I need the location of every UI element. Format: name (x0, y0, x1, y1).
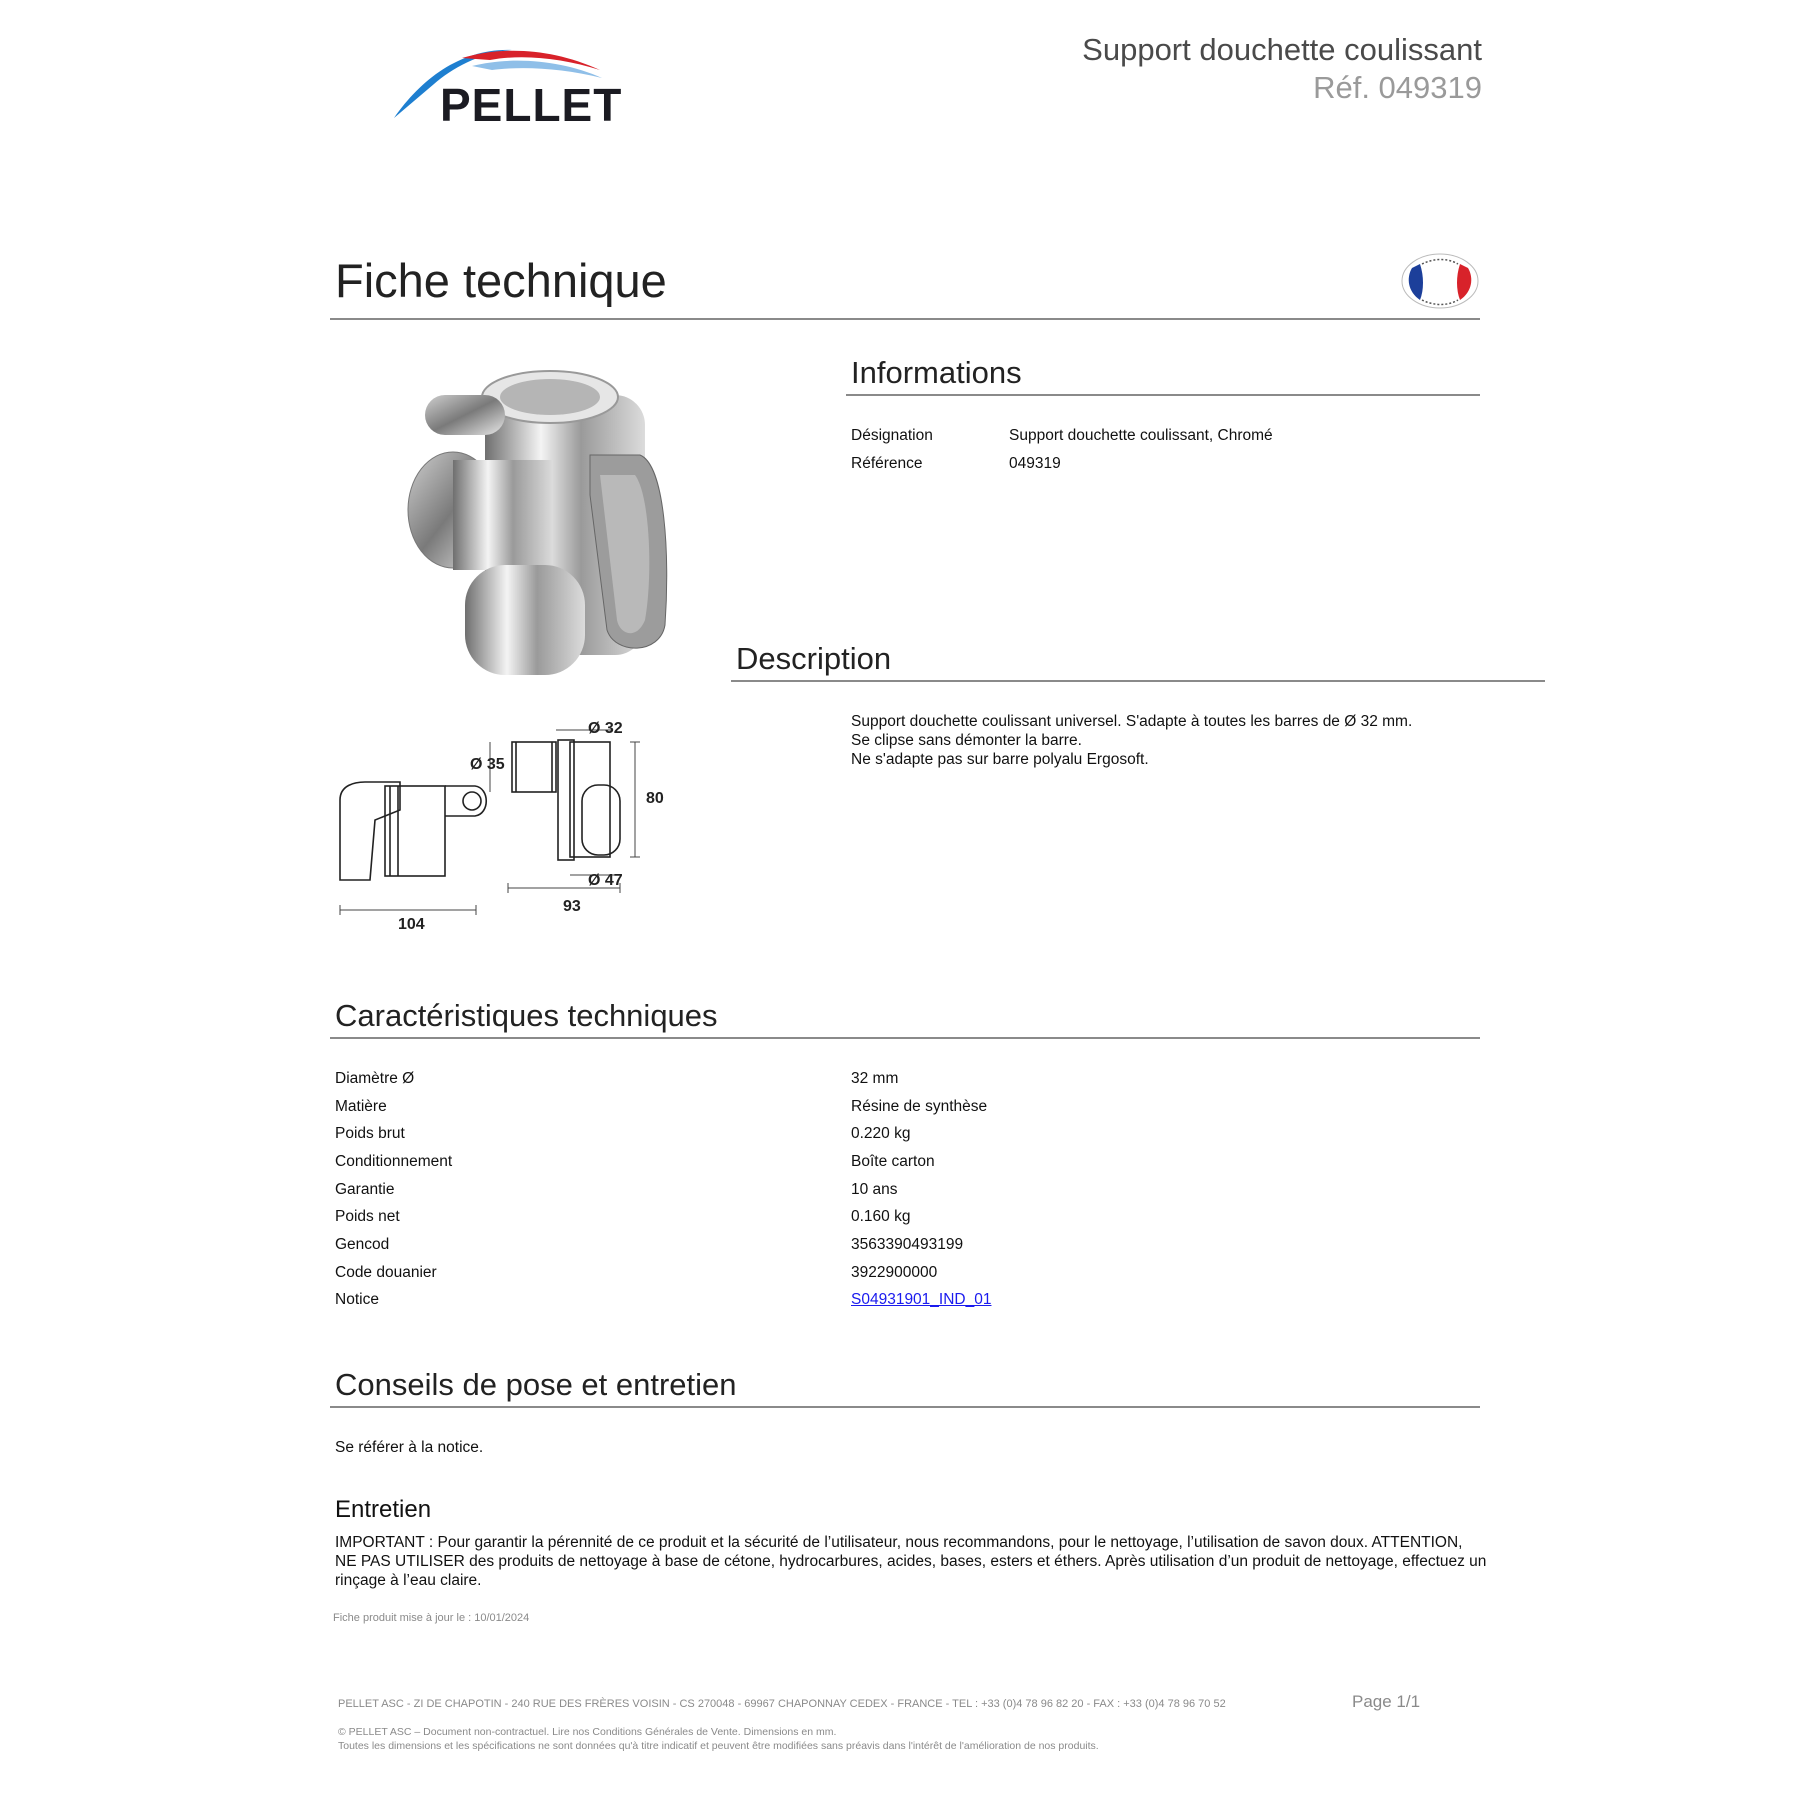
footer-address: PELLET ASC - ZI DE CHAPOTIN - 240 RUE DES FRÈRES VOISIN - CS 270048 - 69967 CHAPONNAY CEDEX - FRANCE - TEL : +33 (0)4 78 96 82 20 - FAX : +33 (0)4 78 96 70 52 (338, 1698, 1226, 1710)
divider (731, 680, 1545, 682)
spec-label: Conditionnement (335, 1153, 453, 1170)
spec-label: Matière (335, 1098, 387, 1115)
spec-value: 0.160 kg (851, 1208, 911, 1225)
entretien-line: IMPORTANT : Pour garantir la pérennité de ce produit et la sécurité de l’utilisateur, nous recommandons, pour le nettoyage, l’utilisation de savon doux. ATTENTION, (335, 1534, 1463, 1551)
divider (330, 318, 1480, 320)
footer-copyright: © PELLET ASC – Document non-contractuel. Lire nos Conditions Générales de Vente. Dimensions en mm. (338, 1726, 837, 1738)
dim-width-93: 93 (563, 898, 581, 915)
description-line: Support douchette coulissant universel. S'adapte à toutes les barres de Ø 32 mm. (851, 713, 1413, 730)
french-flag-icon (1398, 250, 1482, 312)
spec-label: Diamètre Ø (335, 1070, 415, 1087)
description-line: Se clipse sans démonter la barre. (851, 732, 1082, 749)
spec-label: Poids net (335, 1208, 400, 1225)
spec-value: 0.220 kg (851, 1125, 911, 1142)
conseils-text: Se référer à la notice. (335, 1439, 484, 1456)
spec-label: Garantie (335, 1181, 395, 1198)
dim-height-80: 80 (646, 790, 664, 807)
spec-value: Boîte carton (851, 1153, 935, 1170)
spec-label: Poids brut (335, 1125, 405, 1142)
page-number: Page 1/1 (1352, 1692, 1421, 1711)
section-title-conseils: Conseils de pose et entretien (335, 1367, 737, 1402)
update-date: Fiche produit mise à jour le : 10/01/2024 (333, 1612, 530, 1624)
spec-value: 3563390493199 (851, 1236, 964, 1253)
notice-link[interactable]: S04931901_IND_01 (851, 1291, 992, 1308)
spec-value: Résine de synthèse (851, 1098, 988, 1115)
pellet-logo (392, 38, 642, 131)
spec-label: Code douanier (335, 1264, 437, 1281)
spec-label: Gencod (335, 1236, 390, 1253)
description-line: Ne s'adapte pas sur barre polyalu Ergosoft. (851, 751, 1149, 768)
spec-label: Notice (335, 1291, 379, 1308)
footer-disclaimer: Toutes les dimensions et les spécifications ne sont données qu'à titre indicatif et peuvent être modifiées sans préavis dans l'intérêt de l'amélioration de nos produits. (338, 1740, 1099, 1752)
divider (330, 1406, 1480, 1408)
header-product-title: Support douchette coulissant (1082, 32, 1482, 67)
header-reference: Réf. 049319 (1313, 70, 1482, 105)
divider (846, 394, 1480, 396)
info-value: 049319 (1009, 455, 1061, 472)
info-value: Support douchette coulissant, Chromé (1009, 427, 1273, 444)
section-title-informations: Informations (851, 355, 1022, 390)
spec-value: 3922900000 (851, 1264, 938, 1281)
info-label: Référence (851, 455, 923, 472)
info-label: Désignation (851, 427, 933, 444)
entretien-line: NE PAS UTILISER des produits de nettoyage à base de cétone, hydrocarbures, acides, bases, esters et éthers. Après utilisation d’un produit de nettoyage, effectuez un (335, 1553, 1487, 1570)
page-title: Fiche technique (335, 254, 667, 307)
spec-value: 10 ans (851, 1181, 898, 1198)
dim-width-104: 104 (398, 916, 425, 933)
section-title-description: Description (736, 641, 892, 676)
entretien-line: rinçage à l’eau claire. (335, 1572, 482, 1589)
dimension-drawing-icon (330, 710, 690, 940)
dim-diameter-47: Ø 47 (588, 872, 623, 889)
spec-value: 32 mm (851, 1070, 899, 1087)
fabrication-francaise-badge (1398, 250, 1482, 312)
dim-diameter-32: Ø 32 (588, 720, 623, 737)
dim-diameter-35: Ø 35 (470, 756, 505, 773)
divider (330, 1037, 1480, 1039)
product-photo (375, 355, 695, 695)
logo-text: PELLET (440, 79, 623, 131)
technical-drawing (330, 710, 690, 940)
section-title-caracteristiques: Caractéristiques techniques (335, 998, 718, 1033)
section-title-entretien: Entretien (335, 1496, 432, 1523)
